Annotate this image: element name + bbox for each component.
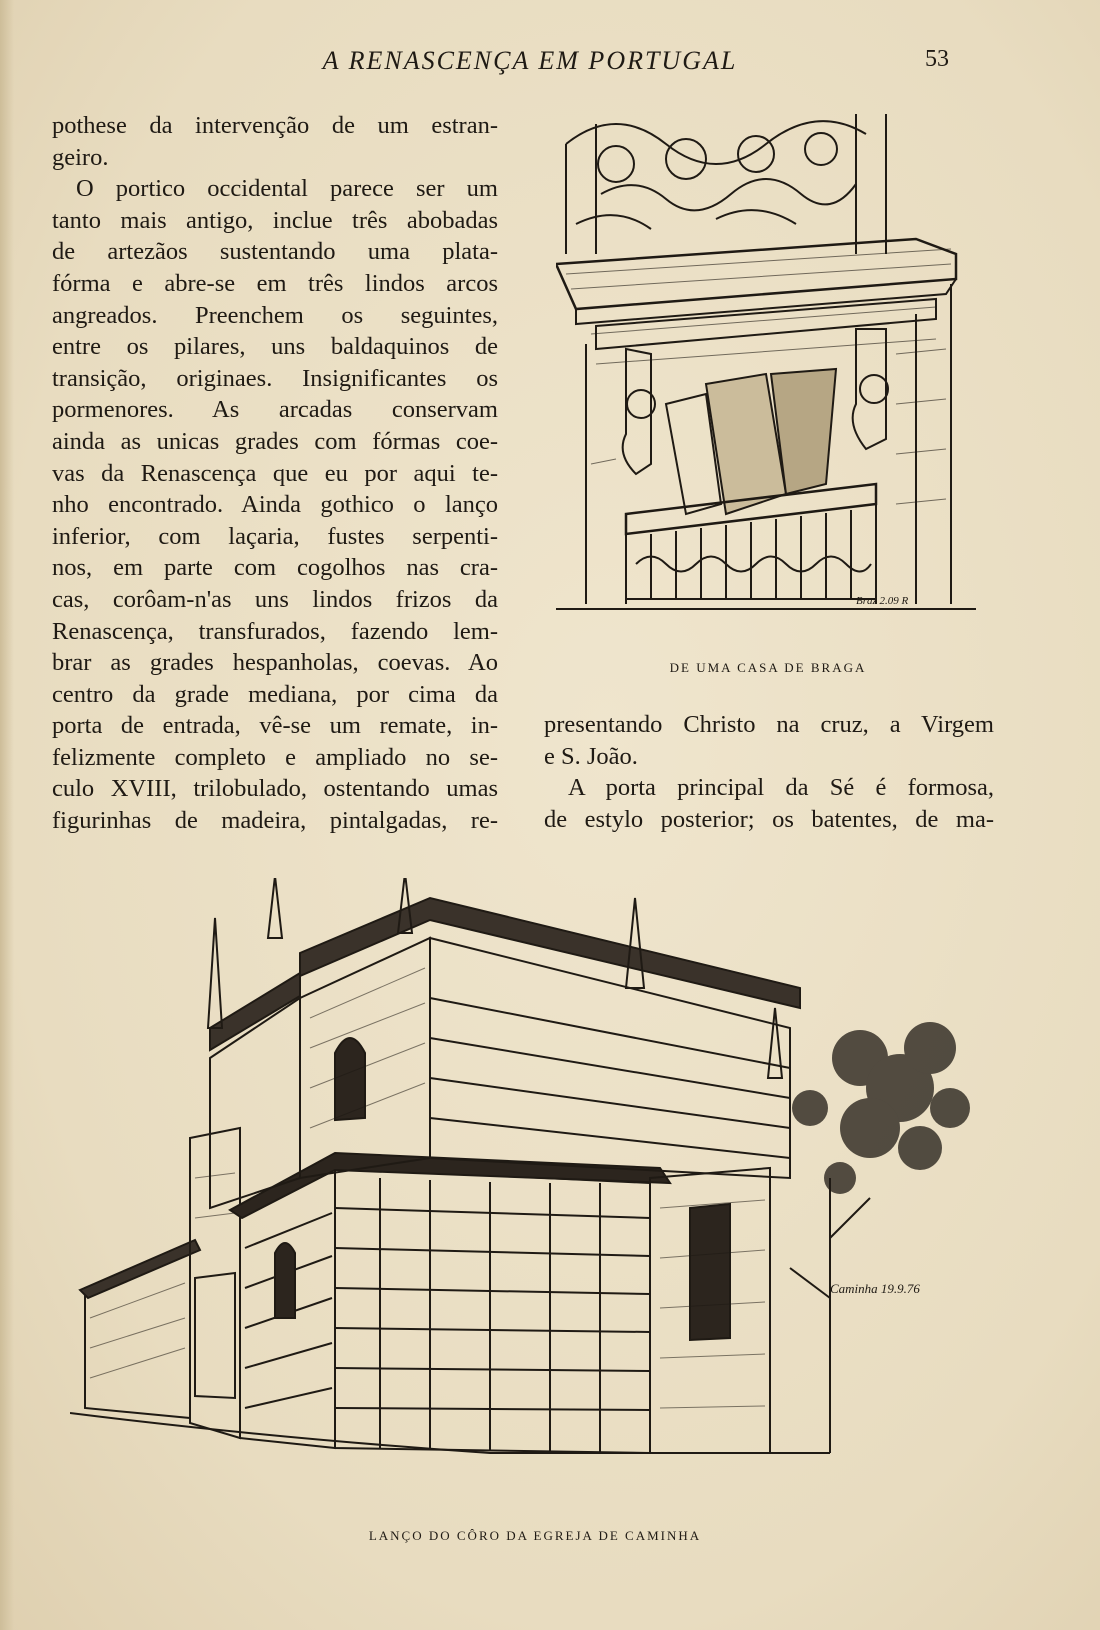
figure-caminha-church [70,878,1000,1518]
running-title: A RENASCENÇA EM PORTUGAL [322,46,738,75]
text-line: pothese da intervenção de um estran- [52,112,498,139]
page-edge-shadow [0,0,14,1630]
braga-signature: Braz 2.09 R [856,595,909,607]
figure-caption-braga: DE UMA CASA DE BRAGA [669,660,867,675]
text-line: fórma e abre-se em três lindos arcos [52,269,498,297]
figure-braga-balcony [556,104,976,634]
text-line: geiro. [52,143,109,171]
text-line: nho encontrado. Ainda gothico o lanço [52,491,498,519]
text-line: entre os pilares, uns baldaquinos de [52,333,498,361]
text-line: vas da Renascença que eu por aqui te- [52,459,498,487]
braga-balcony-illustration [556,104,976,634]
text-line: inferior, com laçaria, fustes serpenti- [52,522,498,550]
text-line: pormenores. As arcadas conservam [52,396,498,424]
text-line: nos, em parte com cogolhos nas cra- [52,554,498,582]
text-line: e S. João. [544,742,638,770]
text-line: A porta principal da Sé é formosa, [568,774,994,802]
text-line: Renascença, transfurados, fazendo lem- [52,617,498,645]
figure-caption-caminha: LANÇO DO CÔRO DA EGREJA DE CAMINHA [368,1528,702,1543]
text-line: figurinhas de madeira, pintalgadas, re- [52,807,498,835]
caminha-church-illustration [70,878,1000,1518]
text-line: porta de entrada, vê-se um remate, in- [52,712,498,740]
caminha-signature: Caminha 19.9.76 [830,1281,920,1296]
text-line: transição, originaes. Insignificantes os [52,364,498,392]
text-line: ainda as unicas grades com fórmas coe- [52,427,498,455]
text-line: cas, corôam-n'as uns lindos frizos da [52,585,498,613]
text-line: tanto mais antigo, inclue três abobadas [52,206,498,234]
text-line: angreados. Preenchem os seguintes, [52,301,498,329]
text-line: presentando Christo na cruz, a Virgem [544,711,994,738]
text-line: culo XVIII, trilobulado, ostentando umas [52,775,498,803]
text-line: de estylo posterior; os batentes, de ma- [544,805,994,833]
text-line: de artezãos sustentando uma plata- [52,238,498,266]
text-line: centro da grade mediana, por cima da [52,680,498,708]
right-text-column [544,709,994,835]
text-line: felizmente completo e ampliado no se- [52,743,498,771]
left-text-column [52,110,498,837]
page-number: 53 [925,46,949,72]
text-line: brar as grades hespanholas, coevas. Ao [52,649,498,677]
text-line: O portico occidental parece ser um [76,175,498,203]
